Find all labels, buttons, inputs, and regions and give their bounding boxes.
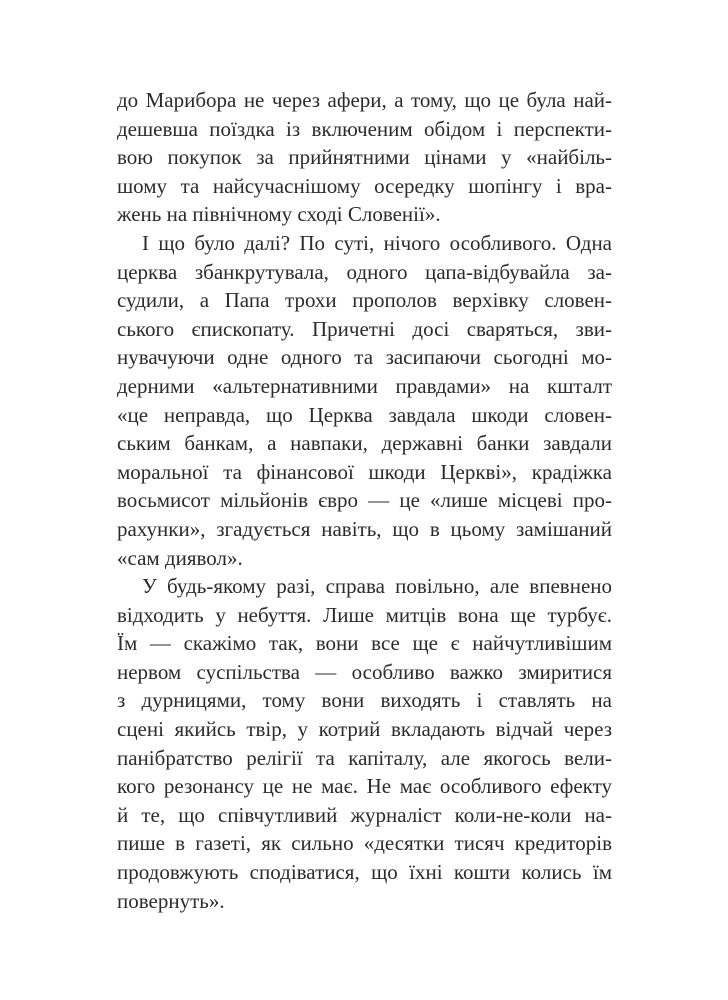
text-line: дерними «альтернативними правдами» на кшталт [117, 373, 612, 398]
text-line: сцені якийсь твір, у котрий вкладають відчай через [117, 717, 612, 742]
text-line: церква збанкрутувала, одного цапа-відбувайла за- [117, 259, 612, 284]
text-line: вою покупок за прийнятними цінами у «найбіль- [117, 145, 612, 170]
text-line: повернуть». [117, 888, 225, 913]
text-line: до Марибора не через афери, а тому, що це була най- [117, 88, 612, 112]
text-line: У будь-якому разі, справа повільно, але впевнено [142, 574, 612, 599]
text-line: панібратство релігії та капіталу, але якогось вели- [117, 745, 612, 770]
text-line: жень на північному сході Словенії». [117, 202, 441, 227]
text-line: й те, що співчутливий журналіст коли-не-коли на- [117, 802, 612, 827]
text-line: І що було далі? По суті, нічого особливого. Одна [142, 230, 612, 255]
text-line: ським банкам, а навпаки, державні банки завдали [117, 431, 612, 456]
paragraph [117, 86, 612, 229]
text-line: нувачуючи одне одного та засипаючи сьогодні мо- [117, 345, 612, 370]
text-line: восьмисот мільйонів євро — це «лише місцеві про- [117, 488, 612, 513]
text-line: судили, а Папа трохи прополов верхівку словен- [117, 288, 612, 313]
text-line: рахунки», згадується навіть, що в цьому замішаний [117, 516, 612, 541]
paragraph [117, 572, 612, 915]
text-line: ського єпископату. Причетні досі сваряться, зви- [117, 316, 612, 341]
text-line: відходить у небуття. Лише митців вона ще турбує. [117, 602, 612, 627]
book-page-text [117, 86, 612, 915]
text-line: кого резонансу це не має. Не має особливого ефекту [117, 774, 612, 799]
text-line: Їм — скажімо так, вони все ще є найчутливішим [117, 631, 612, 656]
text-line: дешевша поїздка із включеним обідом і перспекти- [117, 116, 612, 141]
text-line: з дурницями, тому вони виходять і ставлять на [117, 688, 612, 713]
text-line: «сам диявол». [117, 545, 243, 570]
paragraph [117, 229, 612, 572]
text-line: продовжують сподіватися, що їхні кошти колись їм [117, 860, 612, 885]
text-line: моральної та фінансової шкоди Церкві», крадіжка [117, 459, 612, 484]
text-line: шому та найсучаснішому осередку шопінгу і вра- [117, 173, 612, 198]
text-line: нервом суспільства — особливо важко змиритися [117, 659, 612, 684]
text-line: «це неправда, що Церква завдала шкоди словен- [117, 402, 612, 427]
text-line: пише в газеті, як сильно «десятки тисяч кредиторів [117, 831, 612, 856]
